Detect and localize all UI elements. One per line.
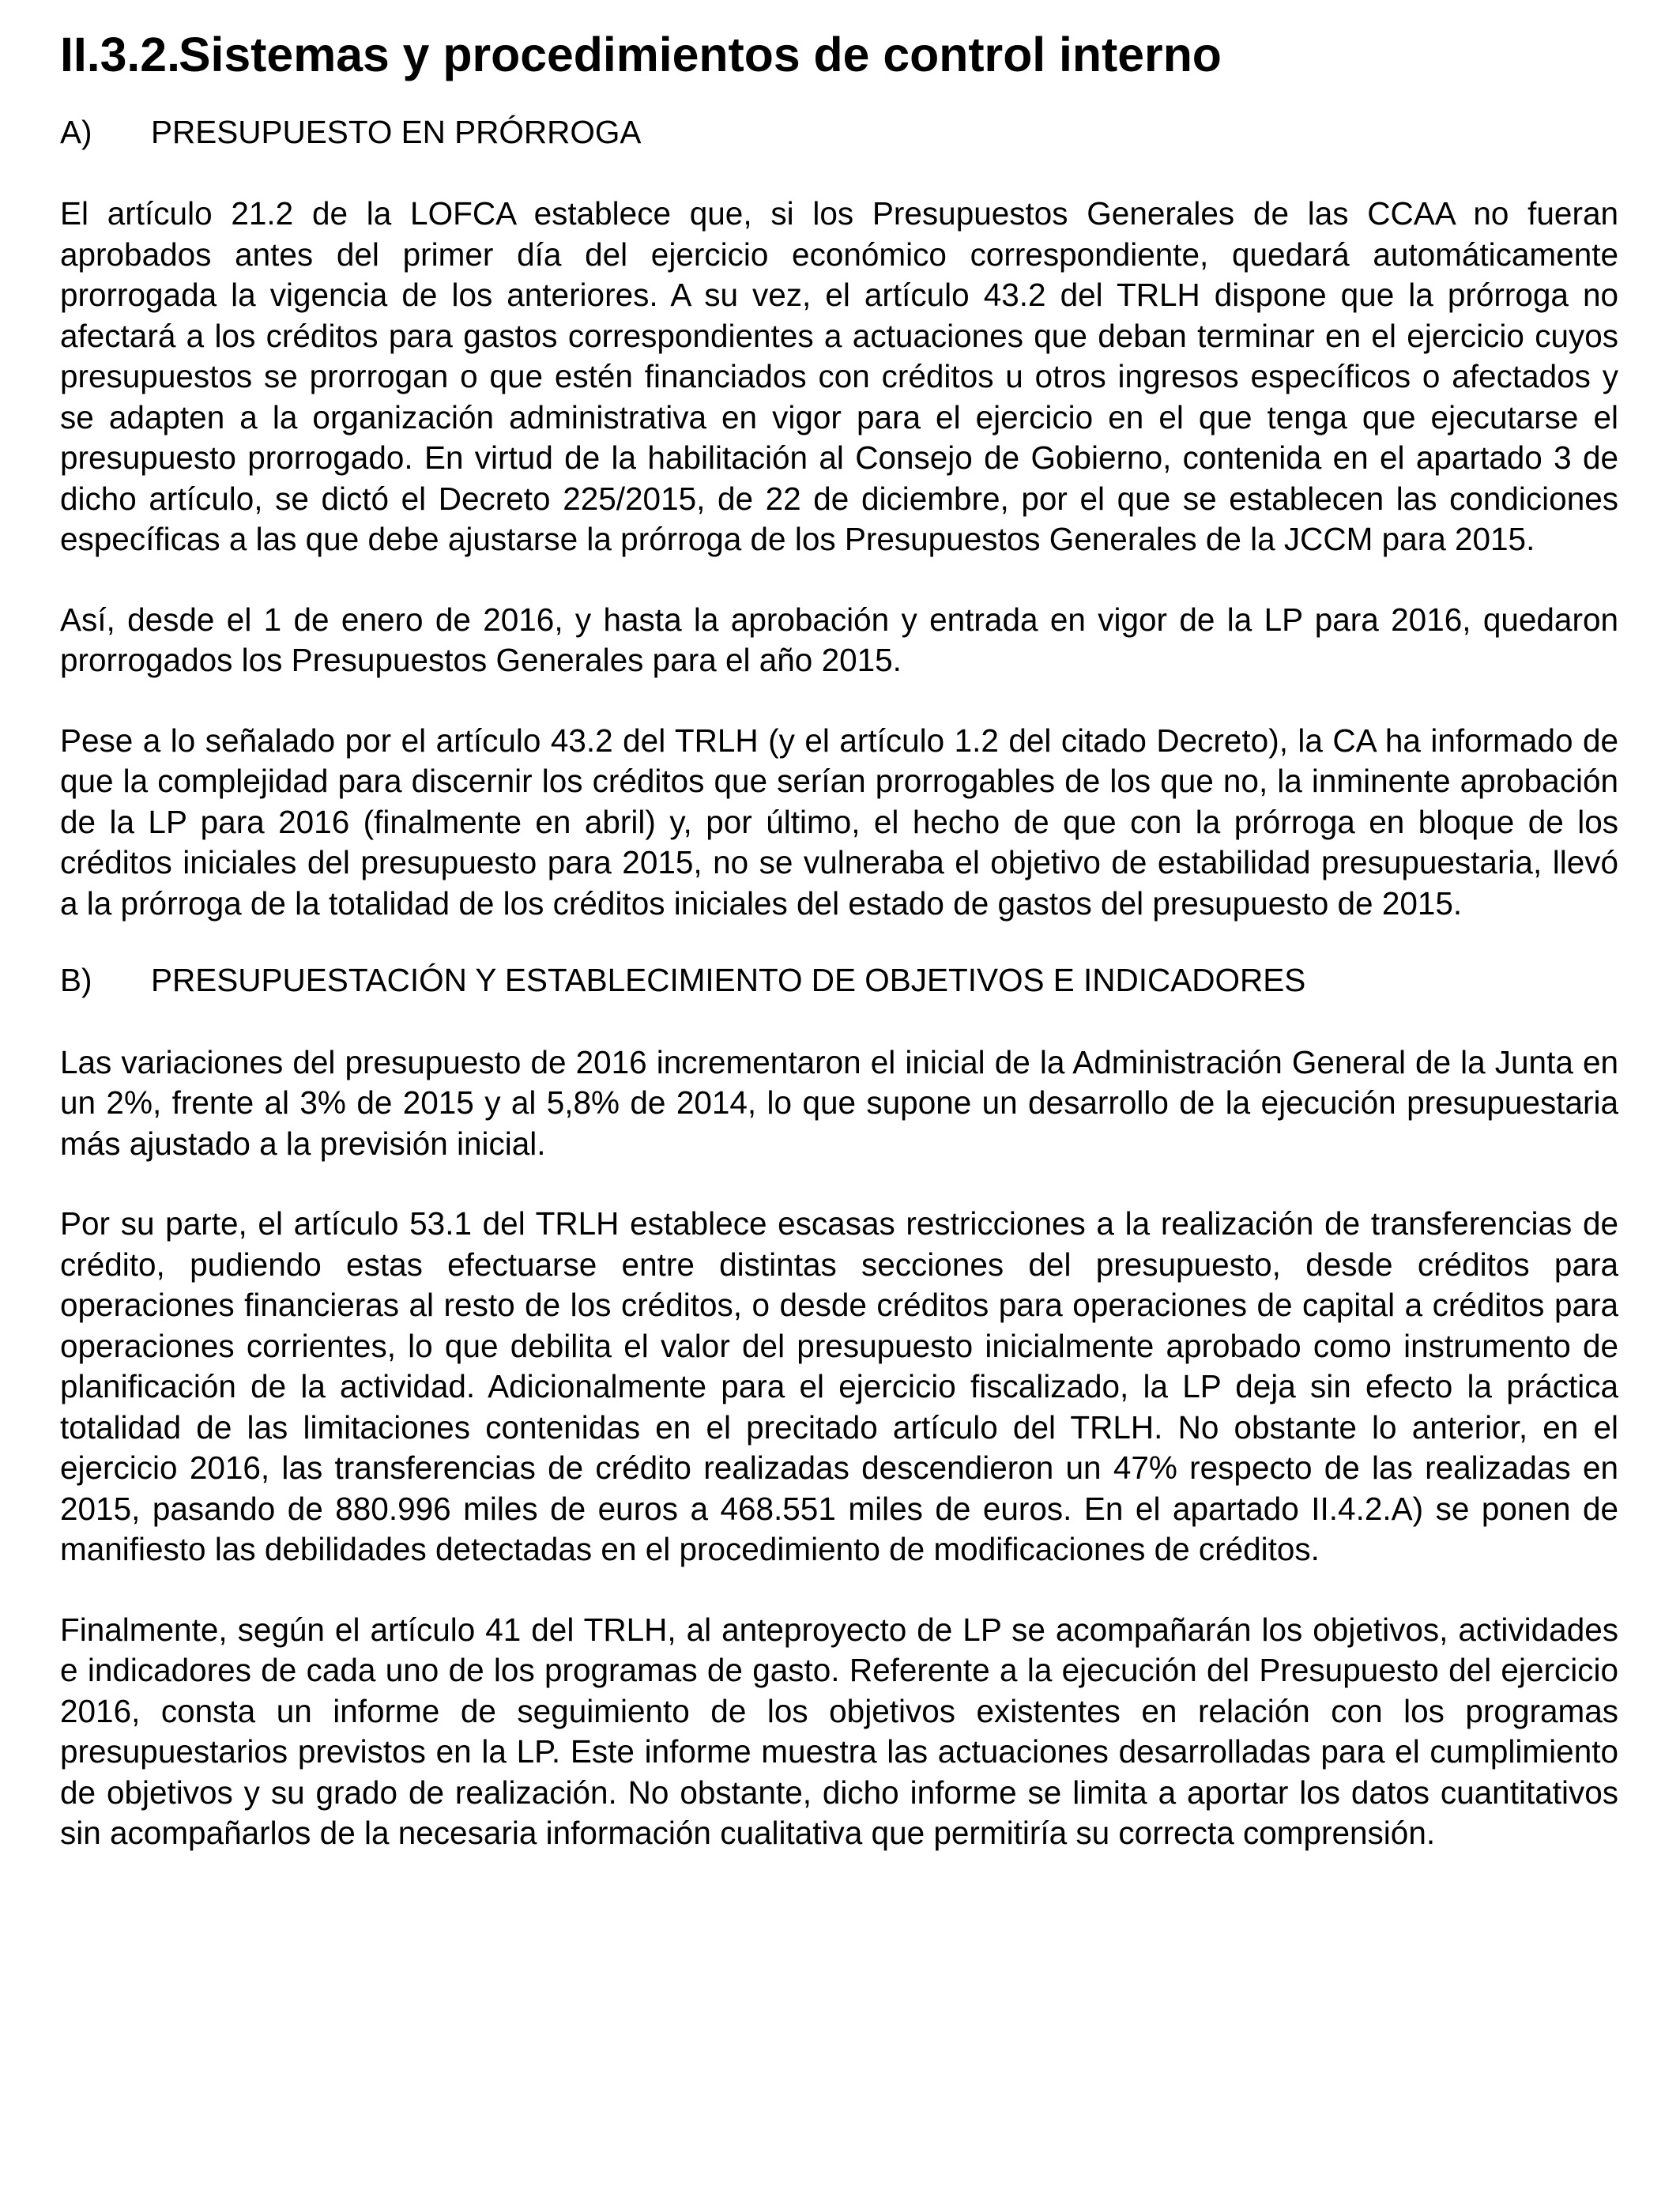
paragraph-a3: Pese a lo señalado por el artículo 43.2 del TRLH (y el artículo 1.2 del citado Decreto), la CA ha informado de que la complejidad para discernir los créditos que serían prorrogables de los que no, la inminente aprobación de la LP para 2016 (finalmente en abril) y, por último, el hecho de que con la prórroga en bloque de los créditos iniciales del presupuesto para 2015, no se vulneraba el objetivo de estabilidad presupuestaria, llevó a la prórroga de la totalidad de los créditos iniciales del estado de gastos del presupuesto de 2015. — [60, 722, 1618, 922]
subsection-b-letter: B) — [60, 962, 92, 998]
subsection-a-title: PRESUPUESTO EN PRÓRROGA — [151, 113, 642, 150]
subsection-b-heading — [60, 960, 1618, 1001]
subsection-a-letter: A) — [60, 113, 92, 150]
subsection-b-title: PRESUPUESTACIÓN Y ESTABLECIMIENTO DE OBJETIVOS E INDICADORES — [151, 962, 1306, 998]
subsection-a-heading — [60, 112, 1618, 153]
paragraph-b1: Las variaciones del presupuesto de 2016 incrementaron el inicial de la Administración General de la Junta en un 2%, frente al 3% de 2015 y al 5,8% de 2014, lo que supone un desarrollo de la ejecución presupuestaria más ajustado a la previsión inicial. — [60, 1043, 1618, 1162]
paragraph-b3: Finalmente, según el artículo 41 del TRLH, al anteproyecto de LP se acompañarán los objetivos, actividades e indicadores de cada uno de los programas de gasto. Referente a la ejecución del Presupuesto del ejercicio 2016, consta un informe de seguimiento de los objetivos existentes en relación con los programas presupuestarios previstos en la LP. Este informe muestra las actuaciones desarrolladas para el cumplimiento de objetivos y su grado de realización. No obstante, dicho informe se limita a aportar los datos cuantitativos sin acompañarlos de la necesaria información cualitativa que permitiría su correcta comprensión. — [60, 1611, 1618, 1851]
section-heading — [60, 28, 1618, 81]
section-number: II.3.2. — [60, 28, 180, 81]
paragraph-a1: El artículo 21.2 de la LOFCA establece que, si los Presupuestos Generales de las CCAA no fueran aprobados antes del primer día del ejercicio económico correspondiente, quedará automáticamente prorrogada la vigencia de los anteriores. A su vez, el artículo 43.2 del TRLH dispone que la prórroga no afectará a los créditos para gastos correspondientes a actuaciones que deban terminar en el ejercicio cuyos presupuestos se prorrogan o que estén financiados con créditos u otros ingresos específicos o afectados y se adapten a la organización administrativa en vigor para el ejercicio en el que tenga que ejecutarse el presupuesto prorrogado. En virtud de la habilitación al Consejo de Gobierno, contenida en el apartado 3 de dicho artículo, se dictó el Decreto 225/2015, de 22 de diciembre, por el que se establecen las condiciones específicas a las que debe ajustarse la prórroga de los Presupuestos Generales de la JCCM para 2015. — [60, 195, 1618, 557]
document-page — [60, 28, 1618, 1854]
paragraph-a2: Así, desde el 1 de enero de 2016, y hasta la aprobación y entrada en vigor de la LP para 2016, quedaron prorrogados los Presupuestos Generales para el año 2015. — [60, 601, 1618, 678]
paragraph-b2: Por su parte, el artículo 53.1 del TRLH establece escasas restricciones a la realización de transferencias de crédito, pudiendo estas efectuarse entre distintas secciones del presupuesto, desde créditos para operaciones financieras al resto de los créditos, o desde créditos para operaciones de capital a créditos para operaciones corrientes, lo que debilita el valor del presupuesto inicialmente aprobado como instrumento de planificación de la actividad. Adicionalmente para el ejercicio fiscalizado, la LP deja sin efecto la práctica totalidad de las limitaciones contenidas en el precitado artículo del TRLH. No obstante lo anterior, en el ejercicio 2016, las transferencias de crédito realizadas descendieron un 47% respecto de las realizadas en 2015, pasando de 880.996 miles de euros a 468.551 miles de euros. En el apartado II.4.2.A) se ponen de manifiesto las debilidades detectadas en el procedimiento de modificaciones de créditos. — [60, 1205, 1618, 1567]
section-title: Sistemas y procedimientos de control interno — [179, 28, 1222, 81]
